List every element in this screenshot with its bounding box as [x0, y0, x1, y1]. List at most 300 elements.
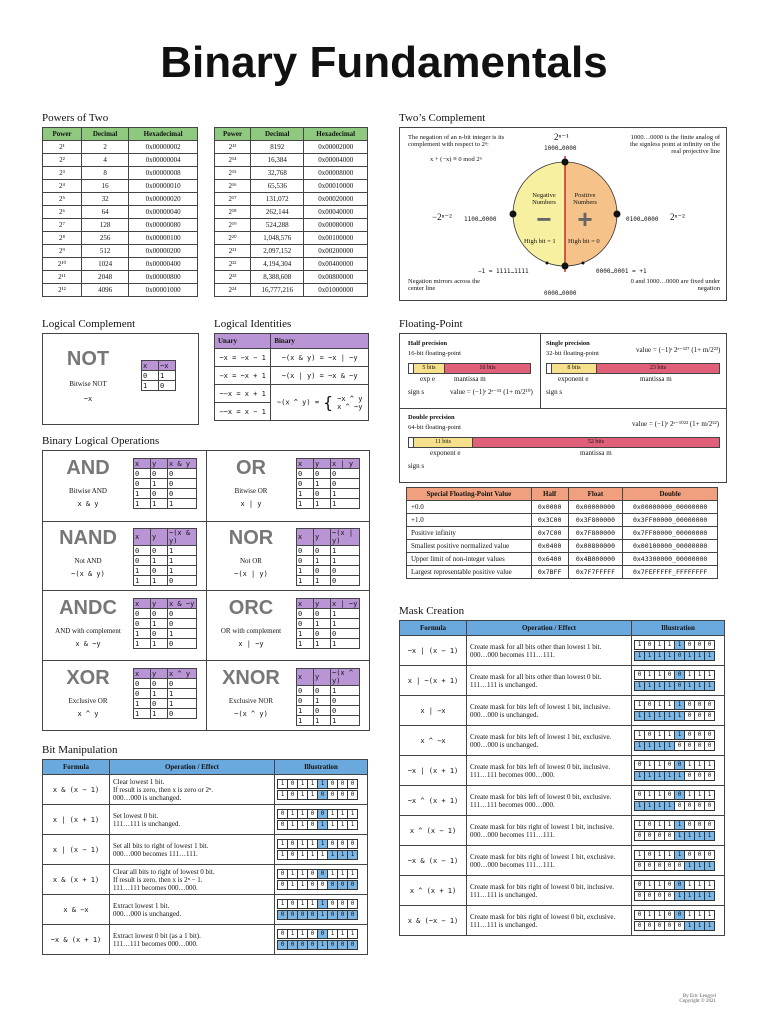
- identity-binary: ~(x | y) = ~x & ~y: [271, 367, 369, 385]
- nor-cell: 1: [314, 576, 331, 586]
- bit: 1: [297, 820, 308, 830]
- bit: 0: [704, 771, 715, 781]
- bit: 1: [704, 921, 715, 931]
- mask-effect: [467, 816, 632, 846]
- or-description: Bitwise OR: [234, 487, 268, 495]
- mask-effect-line: 111…111 is unchanged.: [470, 680, 538, 689]
- bitmanip-illustration: [275, 925, 368, 955]
- bit: 0: [347, 839, 358, 849]
- bit: 1: [654, 790, 665, 800]
- powers-cell: 2¹⁷: [215, 193, 251, 206]
- bit: 0: [277, 929, 288, 939]
- special-cell: Largest representable positive value: [407, 566, 532, 579]
- powers-cell: 2¹⁶: [215, 180, 251, 193]
- bit: 1: [694, 760, 705, 770]
- mask-effect-line: 000…000 becomes 111…111.: [470, 650, 555, 659]
- bit: 1: [644, 651, 655, 661]
- bit: 0: [644, 640, 655, 650]
- powers-cell: 0x01000000: [304, 284, 368, 297]
- bit: 0: [684, 801, 695, 811]
- bit: 0: [644, 820, 655, 830]
- mask-effect: [467, 636, 632, 666]
- bit: 0: [337, 880, 348, 890]
- powers-cell: 4,194,304: [251, 258, 304, 271]
- and-cell: 1: [151, 479, 168, 489]
- bits-output: [635, 801, 721, 811]
- bit: 1: [327, 809, 338, 819]
- bit: 1: [664, 741, 675, 751]
- powers-cell: 2¹⁰: [43, 258, 82, 271]
- bitmanip-illustration: [275, 775, 368, 805]
- bit: 1: [664, 820, 675, 830]
- mask-effect: [467, 876, 632, 906]
- bit: 1: [644, 711, 655, 721]
- mask-effect: [467, 726, 632, 756]
- mask-effect: [467, 666, 632, 696]
- or-cell: 0: [331, 469, 360, 479]
- powers-cell: 2¹²: [43, 284, 82, 297]
- nor-header: y: [314, 529, 331, 546]
- special-cell: Smallest positive normalized value: [407, 540, 532, 553]
- mask-effect-line: Create mask for bits left of lowest 1 bit, exclusive.: [470, 732, 612, 741]
- xnor-cell: 0: [297, 686, 314, 696]
- powers-cell: 8,388,608: [251, 271, 304, 284]
- bit: 0: [654, 891, 665, 901]
- bitmanip-effect: [110, 805, 275, 835]
- bit: 0: [694, 801, 705, 811]
- table-row: [43, 775, 368, 805]
- xor-cell: 1: [168, 699, 197, 709]
- twos-negative-label: Negative Numbers: [532, 192, 556, 206]
- mask-formula: ~x | (x − 1): [400, 636, 467, 666]
- table-row: [215, 245, 368, 258]
- bit: 0: [674, 880, 685, 890]
- nor-expression: ~(x | y): [234, 570, 268, 578]
- bits-input: [278, 869, 364, 879]
- bit: 1: [277, 779, 288, 789]
- bit: 0: [327, 779, 338, 789]
- bit: 1: [664, 801, 675, 811]
- bit: 1: [694, 921, 705, 931]
- not-expression: ~x: [83, 395, 93, 403]
- half-exp-label: exp e: [420, 375, 435, 383]
- table-row: [43, 895, 368, 925]
- table-row: [43, 141, 198, 154]
- xor-expression: x ^ y: [77, 710, 99, 718]
- table-row: [400, 636, 725, 666]
- bit: 1: [297, 790, 308, 800]
- bit: 1: [277, 839, 288, 849]
- powers-cell: 32: [82, 193, 129, 206]
- orc-header: x | ~y: [331, 599, 360, 609]
- bit: 1: [694, 910, 705, 920]
- xor-truth-table: [133, 668, 197, 719]
- bitmanip-effect-line: Extract lowest 1 bit.: [113, 901, 170, 910]
- xnor-cell: 0: [331, 706, 360, 716]
- bit: 1: [694, 790, 705, 800]
- section-binary-logical-operations: Binary Logical Operations: [42, 435, 160, 447]
- bit: 0: [644, 831, 655, 841]
- nand-cell: 1: [168, 566, 197, 576]
- section-powers-of-two: Powers of Two: [42, 112, 109, 124]
- nor-cell: 1: [331, 546, 360, 556]
- andc-expression: x & ~y: [75, 640, 101, 648]
- bit: 1: [664, 681, 675, 691]
- twos-bottom-right-note: 0 and 1000…0000 are fixed under negation: [630, 278, 720, 292]
- bit: 1: [634, 640, 645, 650]
- bit: 0: [634, 861, 645, 871]
- bit: 0: [327, 899, 338, 909]
- bit: 1: [704, 831, 715, 841]
- table-row: [43, 206, 198, 219]
- special-cell: 0x6400: [531, 553, 568, 566]
- special-cell: 0x7FEFFFFF_FFFFFFFF: [623, 566, 718, 579]
- bit: 0: [287, 899, 298, 909]
- bit: 0: [674, 801, 685, 811]
- table-row: [407, 514, 718, 527]
- identity-xor-a: ~x ^ y: [337, 394, 363, 403]
- bit: 0: [347, 880, 358, 890]
- xor-cell: 1: [134, 709, 151, 719]
- bit: 0: [307, 940, 318, 950]
- mask-formula: x | −x: [400, 696, 467, 726]
- bit: 1: [287, 820, 298, 830]
- bit: 1: [307, 899, 318, 909]
- bit: 0: [634, 880, 645, 890]
- bit: 1: [654, 910, 665, 920]
- single-subtitle: 32-bit floating-point: [546, 350, 599, 357]
- bit: 0: [634, 790, 645, 800]
- identity-xor-b: x ^ ~y: [337, 402, 363, 411]
- bit: 1: [654, 670, 665, 680]
- mask-effect-line: Create mask for bits right of lowest 0 bit, exclusive.: [470, 912, 616, 921]
- bitmanip-effect-line: Clear lowest 1 bit.: [113, 777, 165, 786]
- mask-effect-line: Create mask for bits left of lowest 1 bit, inclusive.: [470, 702, 611, 711]
- bit: 1: [664, 771, 675, 781]
- special-cell: 0x7F800000: [568, 527, 623, 540]
- table-row: [43, 154, 198, 167]
- single-exponent-label: exponent e: [558, 375, 589, 383]
- xor-header: x: [134, 669, 151, 679]
- bits-output: [635, 681, 721, 691]
- twos-left-value: −2ⁿ⁻²: [432, 212, 452, 222]
- nor-header: x: [297, 529, 314, 546]
- powers-cell: 2¹⁸: [215, 206, 251, 219]
- single-mantissa-bar: 23 bits: [596, 363, 720, 374]
- nor-cell: 1: [314, 556, 331, 566]
- twos-equation: x + (−x) ≡ 0 mod 2ⁿ: [430, 156, 482, 163]
- mask-effect-line: Create mask for bits right of lowest 1 bit, inclusive.: [470, 822, 615, 831]
- bitmanip-header: Formula: [43, 760, 110, 775]
- and-expression: x & y: [77, 500, 99, 508]
- bit: 0: [674, 790, 685, 800]
- bit: 0: [674, 910, 685, 920]
- orc-header: x: [297, 599, 314, 609]
- table-row: [215, 206, 368, 219]
- nor-description: Not OR: [240, 557, 262, 565]
- special-cell: 0x4B000000: [568, 553, 623, 566]
- bit: 1: [694, 861, 705, 871]
- section-floating-point: Floating-Point: [399, 318, 463, 330]
- single-title: Single precision: [546, 340, 590, 347]
- powers-cell: 1,048,576: [251, 232, 304, 245]
- half-sign-label: sign s: [408, 388, 425, 396]
- andc-header: x & ~y: [168, 599, 197, 609]
- nor-cell: 1: [297, 576, 314, 586]
- bit: 0: [654, 921, 665, 931]
- bitmanip-effect-line: 111…111 becomes 000…000.: [113, 883, 198, 892]
- bits-input: [635, 730, 721, 740]
- bit: 1: [694, 880, 705, 890]
- andc-cell: 0: [134, 619, 151, 629]
- bit: 1: [644, 741, 655, 751]
- twos-plus-sign: +: [577, 204, 593, 234]
- identities-header-unary: Unary: [215, 334, 271, 349]
- bit: 1: [277, 790, 288, 800]
- xor-cell: 0: [168, 679, 197, 689]
- powers-cell: 0x00080000: [304, 219, 368, 232]
- table-row: [43, 167, 198, 180]
- floating-point-panel: [399, 333, 727, 483]
- orc-cell: 0: [331, 629, 360, 639]
- bit: 0: [337, 910, 348, 920]
- table-row: [400, 696, 725, 726]
- mask-illustration: [632, 876, 725, 906]
- bit: 1: [644, 801, 655, 811]
- bit: 1: [654, 640, 665, 650]
- nor-cell: 0: [297, 546, 314, 556]
- bits-output: [635, 711, 721, 721]
- powers-cell: 8: [82, 167, 129, 180]
- powers-cell: 2¹⁹: [215, 219, 251, 232]
- bits-output: [278, 820, 364, 830]
- bit: 0: [694, 850, 705, 860]
- bit: 1: [644, 910, 655, 920]
- twos-positive-label: Positive Numbers: [573, 192, 597, 206]
- bit: 1: [297, 899, 308, 909]
- bit: 1: [634, 681, 645, 691]
- mask-header: Operation / Effect: [467, 621, 632, 636]
- half-mantissa-label: mantissa m: [454, 375, 486, 383]
- bit: 1: [684, 861, 695, 871]
- powers-cell: 262,144: [251, 206, 304, 219]
- single-sign-label: sign s: [546, 388, 563, 396]
- special-cell: 0x43300000_00000000: [623, 553, 718, 566]
- bit: 1: [644, 670, 655, 680]
- bit: 0: [347, 910, 358, 920]
- special-cell: +0.0: [407, 501, 532, 514]
- bit: 0: [347, 779, 358, 789]
- bitmanip-illustration: [275, 805, 368, 835]
- bit: 1: [327, 850, 338, 860]
- bit: 0: [337, 839, 348, 849]
- andc-truth-table: [133, 598, 197, 649]
- table-row: [43, 219, 198, 232]
- bit: 1: [307, 790, 318, 800]
- andc-header: x: [134, 599, 151, 609]
- nand-cell: 0: [134, 546, 151, 556]
- bit: 0: [277, 940, 288, 950]
- bit: 0: [684, 771, 695, 781]
- powers-cell: 0x00000800: [129, 271, 198, 284]
- andc-cell: 1: [134, 639, 151, 649]
- bit: 0: [337, 899, 348, 909]
- powers-cell: 2¹⁵: [215, 167, 251, 180]
- bitmanip-illustration: [275, 865, 368, 895]
- or-cell: 0: [297, 469, 314, 479]
- nand-cell: 0: [168, 576, 197, 586]
- bit: 0: [684, 711, 695, 721]
- bit: 1: [664, 711, 675, 721]
- section-bit-manipulation: Bit Manipulation: [42, 744, 118, 756]
- powers-cell: 2⁴: [43, 180, 82, 193]
- bit: 0: [644, 850, 655, 860]
- table-row: [407, 566, 718, 579]
- bit: 1: [654, 681, 665, 691]
- xnor-cell: 1: [331, 716, 360, 726]
- bit: 1: [654, 850, 665, 860]
- mask-effect-line: 111…111 becomes 000…000.: [470, 800, 555, 809]
- footer-author: By Eric Lengyel: [682, 994, 716, 999]
- xnor-header: y: [314, 669, 331, 686]
- table-row: [215, 141, 368, 154]
- and-description: Bitwise AND: [69, 487, 107, 495]
- powers-header: Hexadecimal: [129, 128, 198, 141]
- or-cell: 0: [314, 469, 331, 479]
- bit: 0: [694, 711, 705, 721]
- bit: 1: [277, 899, 288, 909]
- powers-cell: 2,097,152: [251, 245, 304, 258]
- special-cell: 0x00100000_00000000: [623, 540, 718, 553]
- table-row: [400, 876, 725, 906]
- mask-header: Illustration: [632, 621, 725, 636]
- page-title: Binary Fundamentals: [160, 38, 608, 87]
- binary-ops-panel: [42, 450, 370, 731]
- orc-cell: 1: [314, 639, 331, 649]
- bitmanip-effect: [110, 835, 275, 865]
- table-row: [43, 271, 198, 284]
- or-cell: 1: [297, 499, 314, 509]
- half-mantissa-bar: 10 bits: [444, 363, 531, 374]
- bit: 0: [664, 670, 675, 680]
- special-cell: 0x0000: [531, 501, 568, 514]
- bit: 0: [317, 869, 328, 879]
- bit: 1: [674, 850, 685, 860]
- mask-formula: x & (~x − 1): [400, 906, 467, 936]
- bit: 1: [317, 940, 328, 950]
- bit: 1: [644, 790, 655, 800]
- powers-cell: 2⁹: [43, 245, 82, 258]
- bits-output: [278, 850, 364, 860]
- table-row: [400, 756, 725, 786]
- xor-big-label: XOR: [66, 667, 110, 689]
- bitmanip-effect-line: Extract lowest 0 bit (as a 1 bit).: [113, 931, 201, 940]
- bitmanip-effect-line: 000…000 is unchanged.: [113, 909, 182, 918]
- powers-cell: 0x00002000: [304, 141, 368, 154]
- bits-input: [635, 700, 721, 710]
- special-cell: Positive infinity: [407, 527, 532, 540]
- bits-input: [635, 910, 721, 920]
- orc-cell: 0: [297, 619, 314, 629]
- or-big-label: OR: [236, 457, 266, 479]
- bitmanip-effect-line: 111…111 becomes 000…000.: [113, 939, 198, 948]
- bit: 1: [317, 820, 328, 830]
- table-row: [43, 258, 198, 271]
- identity-unary: −x = ~x + 1: [215, 367, 271, 385]
- powers-cell: 0x00100000: [304, 232, 368, 245]
- powers-cell: 2²¹: [215, 245, 251, 258]
- bit: 0: [704, 820, 715, 830]
- bits-output: [635, 921, 721, 931]
- section-logical-identities: Logical Identities: [214, 318, 292, 330]
- xor-cell: 1: [151, 689, 168, 699]
- double-exponent-label: exponent e: [430, 449, 461, 457]
- and-cell: 0: [168, 469, 197, 479]
- bits-output: [635, 831, 721, 841]
- table-row: [407, 501, 718, 514]
- table-row: [400, 666, 725, 696]
- powers-cell: 16,384: [251, 154, 304, 167]
- table-row: [215, 167, 368, 180]
- powers-cell: 0x00020000: [304, 193, 368, 206]
- not-big-label: NOT: [66, 348, 110, 370]
- footer: [679, 994, 716, 1004]
- bit: 0: [287, 790, 298, 800]
- mask-illustration: [632, 816, 725, 846]
- powers-cell: 0x00000080: [129, 219, 198, 232]
- xnor-cell: 1: [314, 696, 331, 706]
- bit: 1: [704, 681, 715, 691]
- powers-cell: 256: [82, 232, 129, 245]
- special-header: Float: [568, 488, 623, 501]
- bit: 1: [287, 809, 298, 819]
- bitmanip-formula: ~x & (x + 1): [43, 925, 110, 955]
- double-subtitle: 64-bit floating-point: [408, 424, 461, 431]
- bit: 0: [307, 880, 318, 890]
- bit: 0: [644, 921, 655, 931]
- twos-top-label: 2ⁿ⁻¹: [554, 132, 569, 142]
- bit: 1: [327, 929, 338, 939]
- bit: 1: [347, 820, 358, 830]
- nand-description: Not AND: [74, 557, 102, 565]
- bit: 0: [664, 910, 675, 920]
- bitmanip-effect-line: Set lowest 0 bit.: [113, 811, 159, 820]
- xnor-header: ~(x ^ y): [331, 669, 360, 686]
- andc-cell: 0: [168, 609, 197, 619]
- xor-header: y: [151, 669, 168, 679]
- bit: 1: [634, 741, 645, 751]
- table-row: [215, 258, 368, 271]
- bit: 1: [297, 779, 308, 789]
- special-cell: 0x00000000: [568, 501, 623, 514]
- bitmanip-effect-line: Clear all bits to right of lowest 0 bit.: [113, 867, 215, 876]
- powers-cell: 524,288: [251, 219, 304, 232]
- and-cell: 0: [134, 469, 151, 479]
- bit: 0: [307, 910, 318, 920]
- bits-input: [278, 779, 364, 789]
- or-cell: 1: [331, 499, 360, 509]
- orc-cell: 0: [314, 609, 331, 619]
- bit: 0: [664, 861, 675, 871]
- bit: 1: [654, 801, 665, 811]
- powers-cell: 1024: [82, 258, 129, 271]
- bit: 1: [704, 670, 715, 680]
- and-header: x: [134, 459, 151, 469]
- bit: 0: [704, 801, 715, 811]
- bit: 1: [634, 651, 645, 661]
- special-header: Half: [531, 488, 568, 501]
- bit: 0: [694, 771, 705, 781]
